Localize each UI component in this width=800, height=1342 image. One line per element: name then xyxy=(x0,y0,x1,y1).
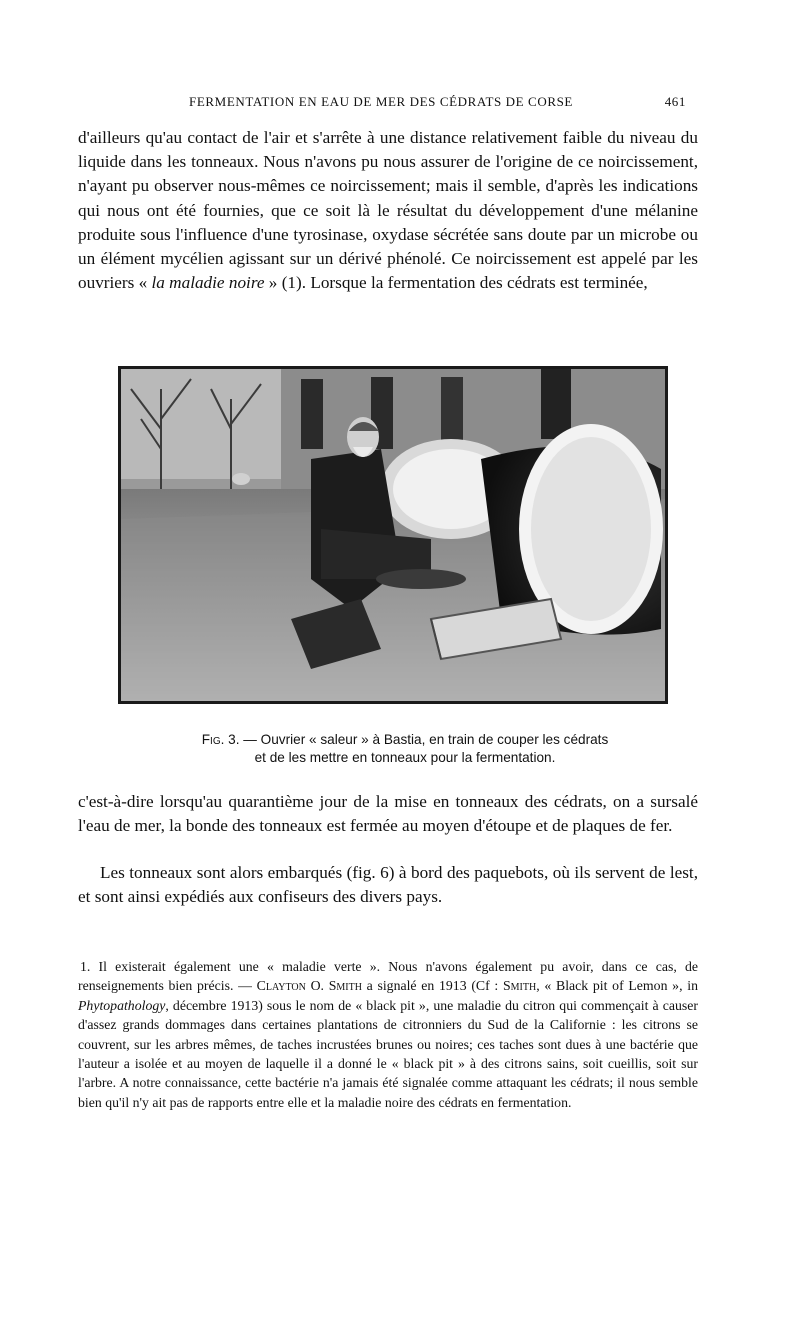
footnote-text xyxy=(78,957,698,1112)
footnote-part-3: , « Black pit of Lemon », in xyxy=(536,978,698,994)
paragraph-1-text: d'ailleurs qu'au contact de l'air et s'arrête à une distance relativement faible du niveau du liquide dans les tonneaux. Nous n'avons pu nous assurer de l'origine de ce noircissement, n'ayant pu observer nous-mêmes ce noircissement; mais il semble, d'après les indications qui nous ont été fournies, que ce soit là le résultat du développement d'une mélanine produite sous l'influence d'une tyrosinase, oxydase sécrétée sans doute par un microbe ou un élément mycélien agissant sur un dérivé phénolé. Ce noircissement est appelé par les ouvriers « xyxy=(78,128,698,293)
footnote-journal: Phytopathology xyxy=(78,997,166,1013)
page-number: 461 xyxy=(664,94,686,109)
running-header xyxy=(78,94,684,110)
caption-line-1-text: — Ouvrier « saleur » à Bastia, en train de couper les cédrats xyxy=(243,732,609,747)
worker-photo-illustration xyxy=(121,369,665,701)
paragraph-1-italic-term: la maladie noire xyxy=(151,273,265,293)
paragraph-3: Les tonneaux sont alors embarqués (fig. 6) à bord des paquebots, où ils servent de lest, et sont ainsi expédiés aux confiseurs des divers pays. xyxy=(78,863,698,907)
paragraph-1-tail: . Lorsque la fermentation des cédrats est terminée, xyxy=(301,273,648,293)
footnote-1 xyxy=(78,957,698,1112)
figure-caption xyxy=(130,731,680,766)
footnote-reference[interactable]: (1) xyxy=(281,273,302,293)
running-title: FERMENTATION EN EAU DE MER DES CÉDRATS DE CORSE xyxy=(189,94,573,109)
footnote-author-2: Smith xyxy=(502,978,537,994)
footnote-part-1: 1. Il existerait également une « maladie verte ». Nous n'avons également pu avoir, dans ce cas, de renseignements bien précis. — xyxy=(78,959,698,994)
footnote-part-2: a signalé en 1913 (Cf : xyxy=(366,978,499,994)
figure-photograph xyxy=(118,366,668,704)
footnote-author-1: Clayton O. Smith xyxy=(256,978,362,994)
caption-line-2: et de les mettre en tonneaux pour la fermentation. xyxy=(254,749,556,765)
paragraph-1 xyxy=(78,126,698,295)
figure-label: Fig. 3. xyxy=(201,732,240,747)
caption-line-1 xyxy=(130,731,680,749)
footnote-part-4: , décembre 1913) sous le nom de « black pit », une maladie du citron qui commençait à causer d'assez grands dommages dans certaines plantations de citronniers du Sud de la Californie : les citrons se couvrent, sur les arbres mêmes, de taches incrustées brunes ou noires; ces taches sont dues à une bactérie que l'auteur a isolée et au moyen de laquelle il a donné le « black pit » à des citrons sains, soit cueillis, soit sur l'arbre. A notre connaissance, cette bactérie n'a jamais été signalée comme attaquant les cédrats; il nous semble bien qu'il n'y ait pas de rapports entre elle et la maladie noire des cédrats en fermentation. xyxy=(78,997,698,1110)
paragraph-2: c'est-à-dire lorsqu'au quarantième jour de la mise en tonneaux des cédrats, on a sursalé l'eau de mer, la bonde des tonneaux est fermée au moyen d'étoupe et de plaques de fer. xyxy=(78,792,698,836)
paragraph-1-close-quote: » xyxy=(268,273,278,293)
